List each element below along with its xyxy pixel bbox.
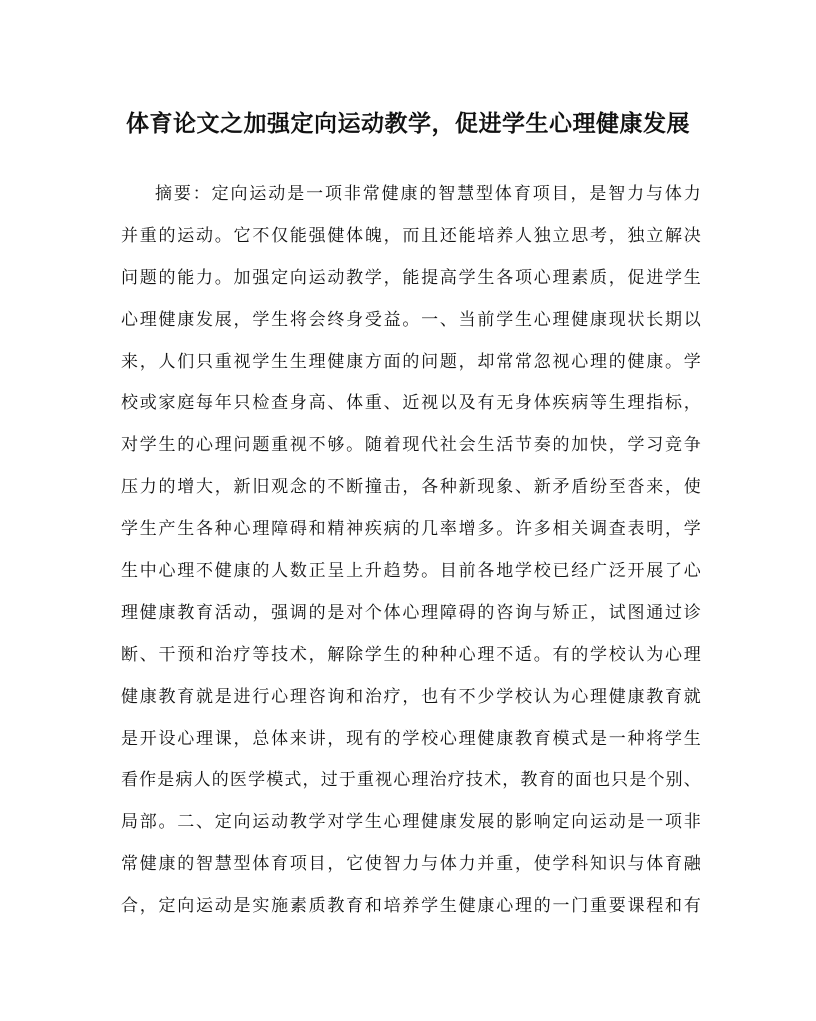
body-line: 常健康的智慧型体育项目，它使智力与体力并重，使学科知识与体育融 — [121, 854, 701, 875]
document-title: 体育论文之加强定向运动教学，促进学生心理健康发展 — [126, 110, 690, 137]
body-line: 生中心理不健康的人数正呈上升趋势。目前各地学校已经广泛开展了心 — [121, 561, 701, 582]
body-line: 心理健康发展，学生将会终身受益。一、当前学生心理健康现状长期以 — [121, 309, 701, 330]
document-body — [121, 174, 701, 928]
body-line: 对学生的心理问题重视不够。随着现代社会生活节奏的加快，学习竞争 — [121, 435, 701, 456]
body-line: 理健康教育活动，强调的是对个体心理障碍的咨询与矫正，试图通过诊 — [121, 602, 701, 623]
body-line: 看作是病人的医学模式，过于重视心理治疗技术，教育的面也只是个别、 — [121, 770, 701, 791]
body-line: 校或家庭每年只检查身高、体重、近视以及有无身体疾病等生理指标， — [121, 393, 701, 414]
body-line: 是开设心理课，总体来讲，现有的学校心理健康教育模式是一种将学生 — [121, 728, 701, 749]
body-line: 合，定向运动是实施素质教育和培养学生健康心理的一门重要课程和有 — [121, 896, 701, 917]
body-line: 来，人们只重视学生生理健康方面的问题，却常常忽视心理的健康。学 — [121, 351, 701, 372]
body-line: 并重的运动。它不仅能强健体魄，而且还能培养人独立思考，独立解决 — [121, 225, 701, 246]
body-line: 压力的增大，新旧观念的不断撞击，各种新现象、新矛盾纷至沓来，使 — [121, 477, 701, 498]
body-line: 学生产生各种心理障碍和精神疾病的几率增多。许多相关调查表明，学 — [121, 519, 701, 540]
body-line: 健康教育就是进行心理咨询和治疗，也有不少学校认为心理健康教育就 — [121, 686, 701, 707]
body-line: 摘要：定向运动是一项非常健康的智慧型体育项目，是智力与体力 — [155, 184, 701, 204]
body-line: 局部。二、定向运动教学对学生心理健康发展的影响定向运动是一项非 — [121, 812, 701, 833]
body-line: 断、干预和治疗等技术，解除学生的种种心理不适。有的学校认为心理 — [121, 644, 701, 665]
body-line: 问题的能力。加强定向运动教学，能提高学生各项心理素质，促进学生 — [121, 267, 701, 288]
